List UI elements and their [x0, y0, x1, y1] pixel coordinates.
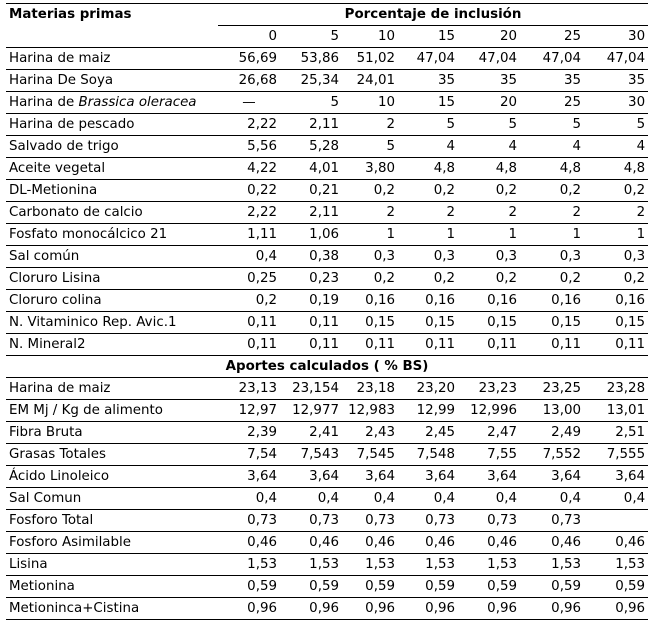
- cell-value: 0,46: [342, 532, 398, 554]
- cell-value: 0,25: [218, 268, 280, 290]
- cell-value: 0,46: [458, 532, 520, 554]
- row-label: DL-Metionina: [6, 180, 218, 202]
- feed-formulation-table: [6, 3, 648, 620]
- cell-value: 13,01: [584, 400, 648, 422]
- row-label: N. Vitaminico Rep. Avic.1: [6, 312, 218, 334]
- table-row: [6, 312, 648, 334]
- cell-value: 0,19: [280, 290, 342, 312]
- cell-value: 7,552: [520, 444, 584, 466]
- cell-value: 7,548: [398, 444, 458, 466]
- cell-value: 23,18: [342, 378, 398, 400]
- cell-value: 0,46: [584, 532, 648, 554]
- cell-value: 0,15: [458, 312, 520, 334]
- cell-value: 0,16: [398, 290, 458, 312]
- cell-value: 0,16: [520, 290, 584, 312]
- table-row: [6, 598, 648, 620]
- cell-value: 3,64: [280, 466, 342, 488]
- cell-value: 4: [458, 136, 520, 158]
- row-label: Fosforo Total: [6, 510, 218, 532]
- header-level-5: 5: [280, 26, 342, 48]
- cell-value: 51,02: [342, 48, 398, 70]
- cell-value: 47,04: [398, 48, 458, 70]
- cell-value: 0,73: [218, 510, 280, 532]
- cell-value: 0,16: [458, 290, 520, 312]
- table-row: [6, 422, 648, 444]
- cell-value: 0,3: [584, 246, 648, 268]
- cell-value: 0,73: [280, 510, 342, 532]
- cell-value: 5: [584, 114, 648, 136]
- cell-value: 1: [520, 224, 584, 246]
- cell-value: 2: [520, 202, 584, 224]
- table-body: [6, 4, 648, 620]
- cell-value: 1: [458, 224, 520, 246]
- header-level-10: 10: [342, 26, 398, 48]
- cell-value: 0,46: [398, 532, 458, 554]
- cell-value: 23,25: [520, 378, 584, 400]
- cell-value: 0,11: [280, 334, 342, 356]
- cell-value: 12,977: [280, 400, 342, 422]
- header-level-25: 25: [520, 26, 584, 48]
- cell-value: 47,04: [458, 48, 520, 70]
- cell-value: 1,53: [458, 554, 520, 576]
- table-row: [6, 224, 648, 246]
- cell-value: 4: [584, 136, 648, 158]
- cell-value: 1: [584, 224, 648, 246]
- cell-value: 1,11: [218, 224, 280, 246]
- cell-value: 0,4: [584, 488, 648, 510]
- row-label: Lisina: [6, 554, 218, 576]
- table-row: [6, 466, 648, 488]
- cell-value: 1,53: [218, 554, 280, 576]
- cell-value: 0,15: [520, 312, 584, 334]
- row-label: Harina de maiz: [6, 378, 218, 400]
- cell-value: 4: [520, 136, 584, 158]
- cell-value: 5,28: [280, 136, 342, 158]
- cell-value: 0,73: [520, 510, 584, 532]
- cell-value: 0,11: [584, 334, 648, 356]
- cell-value: 0,4: [280, 488, 342, 510]
- cell-value: 23,28: [584, 378, 648, 400]
- cell-value: 1,53: [520, 554, 584, 576]
- header-row-group: [6, 4, 648, 26]
- cell-value: 5: [520, 114, 584, 136]
- cell-value: 35: [520, 70, 584, 92]
- table-row: [6, 48, 648, 70]
- row-label: Harina De Soya: [6, 70, 218, 92]
- cell-value: 0,15: [342, 312, 398, 334]
- table-row: [6, 114, 648, 136]
- cell-value: 4,22: [218, 158, 280, 180]
- section-title: Aportes calculados ( % BS): [6, 356, 648, 378]
- cell-value: [584, 510, 648, 532]
- cell-value: 0,59: [218, 576, 280, 598]
- cell-value: 15: [398, 92, 458, 114]
- cell-value: 0,3: [342, 246, 398, 268]
- cell-value: 4,8: [520, 158, 584, 180]
- cell-value: 56,69: [218, 48, 280, 70]
- cell-value: 0,46: [280, 532, 342, 554]
- cell-value: 5: [280, 92, 342, 114]
- cell-value: 12,99: [398, 400, 458, 422]
- cell-value: 3,64: [342, 466, 398, 488]
- cell-value: 0,59: [398, 576, 458, 598]
- cell-value: 0,2: [218, 290, 280, 312]
- cell-value: —: [218, 92, 280, 114]
- table-row: [6, 136, 648, 158]
- cell-value: 0,2: [520, 180, 584, 202]
- cell-value: 4,01: [280, 158, 342, 180]
- cell-value: 2,41: [280, 422, 342, 444]
- cell-value: 0,2: [458, 268, 520, 290]
- cell-value: 2,49: [520, 422, 584, 444]
- row-label: Ácido Linoleico: [6, 466, 218, 488]
- cell-value: 2: [342, 202, 398, 224]
- cell-value: 0,59: [520, 576, 584, 598]
- cell-value: 1,53: [280, 554, 342, 576]
- cell-value: 24,01: [342, 70, 398, 92]
- cell-value: 0,23: [280, 268, 342, 290]
- row-label: Aceite vegetal: [6, 158, 218, 180]
- cell-value: 0,3: [398, 246, 458, 268]
- cell-value: 2,11: [280, 114, 342, 136]
- cell-value: 0,16: [584, 290, 648, 312]
- row-label: N. Mineral2: [6, 334, 218, 356]
- cell-value: 2,51: [584, 422, 648, 444]
- cell-value: 1,53: [342, 554, 398, 576]
- cell-value: 2: [584, 202, 648, 224]
- cell-value: 30: [584, 92, 648, 114]
- table-row: [6, 532, 648, 554]
- cell-value: 3,64: [458, 466, 520, 488]
- cell-value: 0,15: [398, 312, 458, 334]
- header-level-20: 20: [458, 26, 520, 48]
- row-label: Fosfato monocálcico 21: [6, 224, 218, 246]
- cell-value: 23,154: [280, 378, 342, 400]
- cell-value: 4: [398, 136, 458, 158]
- cell-value: 0,11: [218, 334, 280, 356]
- header-levels-spacer: [6, 26, 218, 48]
- cell-value: 3,64: [584, 466, 648, 488]
- cell-value: 0,11: [280, 312, 342, 334]
- cell-value: 7,543: [280, 444, 342, 466]
- cell-value: 0,73: [398, 510, 458, 532]
- cell-value: 0,11: [458, 334, 520, 356]
- header-level-30: 30: [584, 26, 648, 48]
- cell-value: 2,47: [458, 422, 520, 444]
- cell-value: 2,22: [218, 202, 280, 224]
- cell-value: 7,55: [458, 444, 520, 466]
- row-label: Cloruro colina: [6, 290, 218, 312]
- header-level-15: 15: [398, 26, 458, 48]
- cell-value: 5: [398, 114, 458, 136]
- cell-value: 0,38: [280, 246, 342, 268]
- cell-value: 23,23: [458, 378, 520, 400]
- cell-value: 7,54: [218, 444, 280, 466]
- cell-value: 5,56: [218, 136, 280, 158]
- cell-value: 10: [342, 92, 398, 114]
- row-label: Cloruro Lisina: [6, 268, 218, 290]
- cell-value: 0,11: [520, 334, 584, 356]
- cell-value: 35: [458, 70, 520, 92]
- cell-value: 0,4: [342, 488, 398, 510]
- row-label: Harina de pescado: [6, 114, 218, 136]
- cell-value: 0,96: [584, 598, 648, 620]
- cell-value: 25: [520, 92, 584, 114]
- cell-value: 2,45: [398, 422, 458, 444]
- cell-value: 0,96: [342, 598, 398, 620]
- cell-value: 0,2: [342, 268, 398, 290]
- row-label-prefix: Harina de: [9, 95, 79, 110]
- cell-value: 0,2: [398, 268, 458, 290]
- cell-value: 2: [458, 202, 520, 224]
- table-row: [6, 488, 648, 510]
- cell-value: 0,96: [280, 598, 342, 620]
- cell-value: 0,4: [520, 488, 584, 510]
- cell-value: 1,06: [280, 224, 342, 246]
- cell-value: 0,59: [280, 576, 342, 598]
- cell-value: 12,97: [218, 400, 280, 422]
- cell-value: 0,4: [218, 488, 280, 510]
- cell-value: 1,53: [398, 554, 458, 576]
- table-row: [6, 400, 648, 422]
- cell-value: 35: [398, 70, 458, 92]
- cell-value: 0,3: [520, 246, 584, 268]
- table-row: [6, 180, 648, 202]
- cell-value: 20: [458, 92, 520, 114]
- cell-value: 5: [458, 114, 520, 136]
- row-label: Sal común: [6, 246, 218, 268]
- cell-value: 0,59: [458, 576, 520, 598]
- cell-value: 0,2: [520, 268, 584, 290]
- row-label-species: Brassica oleracea: [78, 95, 197, 110]
- table-row: [6, 378, 648, 400]
- cell-value: 23,13: [218, 378, 280, 400]
- cell-value: 12,996: [458, 400, 520, 422]
- cell-value: 4,8: [458, 158, 520, 180]
- table-row: [6, 92, 648, 114]
- cell-value: 3,64: [218, 466, 280, 488]
- table-row: [6, 158, 648, 180]
- cell-value: 0,73: [342, 510, 398, 532]
- cell-value: 0,46: [218, 532, 280, 554]
- row-label: Harina de maiz: [6, 48, 218, 70]
- cell-value: 47,04: [520, 48, 584, 70]
- cell-value: 0,15: [584, 312, 648, 334]
- cell-value: 0,21: [280, 180, 342, 202]
- cell-value: 47,04: [584, 48, 648, 70]
- cell-value: 0,2: [342, 180, 398, 202]
- row-label: [6, 92, 218, 114]
- cell-value: 0,4: [398, 488, 458, 510]
- table-row: [6, 202, 648, 224]
- cell-value: 0,11: [398, 334, 458, 356]
- cell-value: 0,59: [342, 576, 398, 598]
- row-label: Metionina: [6, 576, 218, 598]
- cell-value: 3,64: [398, 466, 458, 488]
- cell-value: 0,2: [584, 180, 648, 202]
- cell-value: 4,8: [398, 158, 458, 180]
- cell-value: 12,983: [342, 400, 398, 422]
- row-label: Fibra Bruta: [6, 422, 218, 444]
- header-materias-primas: Materias primas: [6, 4, 218, 26]
- cell-value: 0,2: [458, 180, 520, 202]
- cell-value: 2,43: [342, 422, 398, 444]
- cell-value: 0,11: [342, 334, 398, 356]
- cell-value: 0,2: [398, 180, 458, 202]
- cell-value: 0,3: [458, 246, 520, 268]
- cell-value: 0,59: [584, 576, 648, 598]
- section-header-aportes: [6, 356, 648, 378]
- cell-value: 2: [398, 202, 458, 224]
- cell-value: 0,96: [218, 598, 280, 620]
- cell-value: 26,68: [218, 70, 280, 92]
- cell-value: 5: [342, 136, 398, 158]
- header-level-0: 0: [218, 26, 280, 48]
- table-row: [6, 334, 648, 356]
- row-label: Carbonato de calcio: [6, 202, 218, 224]
- cell-value: 3,80: [342, 158, 398, 180]
- row-label: Sal Comun: [6, 488, 218, 510]
- feed-formulation-table-container: [6, 3, 648, 620]
- table-row: [6, 290, 648, 312]
- cell-value: 0,96: [458, 598, 520, 620]
- header-row-levels: [6, 26, 648, 48]
- table-row: [6, 554, 648, 576]
- cell-value: 0,11: [218, 312, 280, 334]
- cell-value: 35: [584, 70, 648, 92]
- cell-value: 7,545: [342, 444, 398, 466]
- row-label: EM Mj / Kg de alimento: [6, 400, 218, 422]
- table-row: [6, 576, 648, 598]
- cell-value: 0,4: [218, 246, 280, 268]
- table-row: [6, 444, 648, 466]
- cell-value: 2,39: [218, 422, 280, 444]
- table-row: [6, 70, 648, 92]
- cell-value: 3,64: [520, 466, 584, 488]
- cell-value: 25,34: [280, 70, 342, 92]
- cell-value: 0,16: [342, 290, 398, 312]
- cell-value: 1: [398, 224, 458, 246]
- cell-value: 13,00: [520, 400, 584, 422]
- cell-value: 4,8: [584, 158, 648, 180]
- cell-value: 2,22: [218, 114, 280, 136]
- cell-value: 53,86: [280, 48, 342, 70]
- cell-value: 1,53: [584, 554, 648, 576]
- row-label: Metioninca+Cistina: [6, 598, 218, 620]
- cell-value: 1: [342, 224, 398, 246]
- table-row: [6, 510, 648, 532]
- cell-value: 0,96: [520, 598, 584, 620]
- row-label: Grasas Totales: [6, 444, 218, 466]
- cell-value: 7,555: [584, 444, 648, 466]
- cell-value: 2,11: [280, 202, 342, 224]
- cell-value: 0,46: [520, 532, 584, 554]
- row-label: Fosforo Asimilable: [6, 532, 218, 554]
- cell-value: 0,73: [458, 510, 520, 532]
- row-label: Salvado de trigo: [6, 136, 218, 158]
- table-row: [6, 268, 648, 290]
- cell-value: 0,2: [584, 268, 648, 290]
- cell-value: 23,20: [398, 378, 458, 400]
- cell-value: 2: [342, 114, 398, 136]
- cell-value: 0,96: [398, 598, 458, 620]
- cell-value: 0,22: [218, 180, 280, 202]
- header-porcentaje-inclusion: Porcentaje de inclusión: [218, 4, 648, 26]
- cell-value: 0,4: [458, 488, 520, 510]
- table-row: [6, 246, 648, 268]
